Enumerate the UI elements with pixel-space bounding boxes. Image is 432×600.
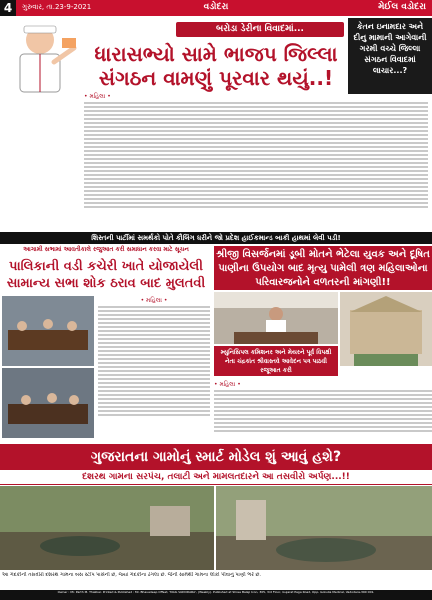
building-photo xyxy=(340,292,432,366)
lead-kicker: બરોડા ડેરીના વિવાદમાં... xyxy=(176,22,344,37)
bottom-banner: ગુજરાતના ગામોનું સ્માર્ટ મોડેલ શું આવું હશે? xyxy=(0,444,432,470)
lead-headline-line-1: ધારાસભ્યો સામે ભાજપ જિલ્લા xyxy=(94,42,338,66)
left-story-body xyxy=(98,296,210,438)
lead-sidebar-box: કેતન ઇનામદાર અને દીનુ મામાની આગેવાની ગરમી વચ્ચે જિલ્લા સંગઠન વિવાદમાં લાચાર...? xyxy=(348,18,432,94)
lead-body xyxy=(84,92,428,226)
left-headline-line-2: સામાન્ય સભા શોક ઠરાવ બાદ મુલતવી xyxy=(6,276,206,291)
right-subhead: મ્યુનિસિપલ કમિશનર અને મેયરને પૂર્વ વિપક્ષી નેતા ચંદ્રકાંત શ્રીવાસ્તવે આવેદન પત્ર પાઠવી રજૂઆત કરી xyxy=(214,346,338,376)
officials-photo xyxy=(214,292,338,344)
village-photo-1 xyxy=(0,486,214,570)
left-headline xyxy=(2,258,210,292)
village-photo-2 xyxy=(216,486,432,570)
lead-strap: શિસ્તની પાર્ટીમાં સમર્થકો પોતે કૌલિંગ ધરીને જો પ્રદેશ હાઈકમાન્ડ બાકી હાથમાં લેવી પડી! xyxy=(0,232,432,244)
left-byline: • મહિલા • xyxy=(140,297,168,304)
meeting-photo-1 xyxy=(2,296,94,366)
meeting-photo-2 xyxy=(2,368,94,438)
bottom-subhead: દશરથ ગામના સરપંચ, તલાટી અને મામલતદારને આ તસવીરો અર્પણ...!! xyxy=(0,470,432,485)
bottom-caption: આ ગંદકીની તસવીરો દશરથ ગામના બસ સ્ટોપ પાસેની છે, જ્યાં ગંદકીના ઢગલા છે. જેની સામેથી ગામના લોકો પીવાનું પાણી ભરે છે. xyxy=(2,572,261,578)
masthead: મેઈલ વડોદરા xyxy=(378,2,426,12)
page-footer: Owner : Mr. Parth M. Thakkar. Printed & Published : Mr. Bhavadeep Offset, 'MAIL VADODARA', (Weekly). Published at Shree Balaji Icon, 305, 3rd Floor, Gujarat Pega Road, Opp. Gokulia Medical, Vadodara-390 001. xyxy=(0,590,432,600)
right-headline-line-2: પાણીના ઉપયોગ બાદ મૃત્યુ પામેલી ત્રણ મહિલાઓના xyxy=(218,263,428,274)
left-headline-line-1: પાલિકાની વડી કચેરી ખાતે યોજાયેલી xyxy=(9,259,203,274)
page-header xyxy=(0,0,432,16)
politician-cartoon xyxy=(0,18,82,96)
left-kicker: આગામી સભામાં આવતીકાલે રજુઆત કરી સમાધાન કરવા માટે સૂચન xyxy=(0,246,212,256)
page-number: 4 xyxy=(0,0,16,16)
lead-headline-line-2: સંગઠન વામણું પૂરવાર થયું..! xyxy=(98,66,334,90)
right-story-body xyxy=(214,380,432,440)
right-headline-line-1: શ્રીજી વિસર્જનમાં ડૂબી મોતને ભેટેલા યુવક અને દૂષિત xyxy=(216,249,430,260)
right-byline: • મહિલા • xyxy=(214,381,241,388)
lead-headline xyxy=(84,42,348,90)
header-city: વડોદરા xyxy=(203,2,229,12)
lead-byline: • મહિલા • xyxy=(84,93,111,100)
issue-date: ગુરુવાર, તા.23-9-2021 xyxy=(22,3,92,11)
right-headline xyxy=(214,246,432,290)
right-headline-line-3: પરિવારજનોને વળતરની માંગણી!! xyxy=(255,277,391,288)
